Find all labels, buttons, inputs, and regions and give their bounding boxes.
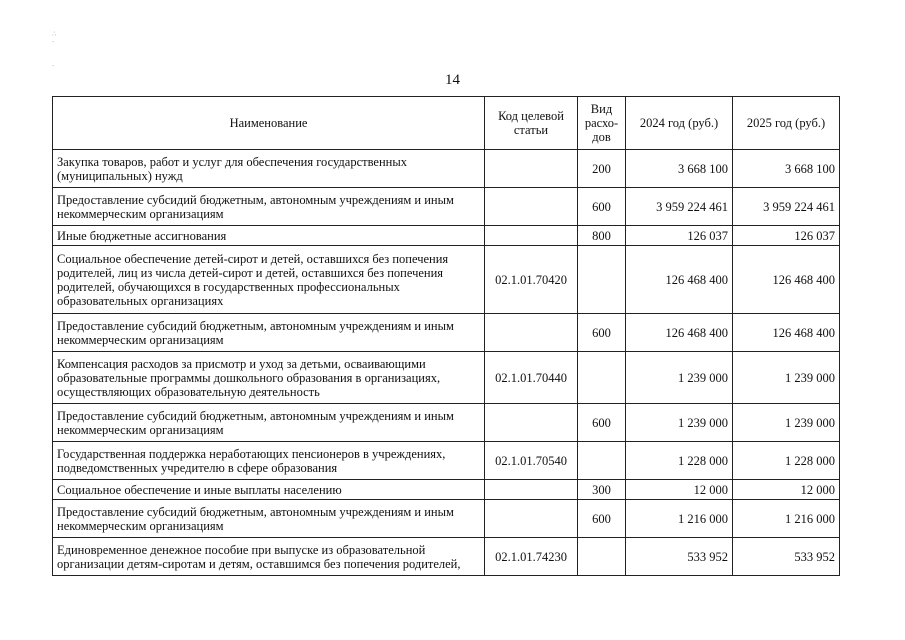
row-amount-2025-cell: 12 000 xyxy=(733,480,840,500)
table-body xyxy=(53,150,840,576)
row-expense-type-cell xyxy=(578,538,626,576)
row-expense-type-cell xyxy=(578,442,626,480)
budget-table xyxy=(52,96,840,576)
table-row xyxy=(53,226,840,246)
row-amount-2025-cell: 1 216 000 xyxy=(733,500,840,538)
row-name-cell: Государственная поддержка неработающих пенсионеров в учреждениях, подведомственных учредителю в сфере образования xyxy=(53,442,485,480)
row-expense-type-cell: 600 xyxy=(578,404,626,442)
row-amount-2025-cell: 126 468 400 xyxy=(733,246,840,314)
row-amount-2025-cell: 1 239 000 xyxy=(733,352,840,404)
row-amount-2024-cell: 3 959 224 461 xyxy=(626,188,733,226)
row-amount-2024-cell: 533 952 xyxy=(626,538,733,576)
row-expense-type-cell: 600 xyxy=(578,314,626,352)
row-name-cell: Предоставление субсидий бюджетным, автономным учреждениям и иным некоммерческим организациям xyxy=(53,404,485,442)
row-expense-type-cell: 800 xyxy=(578,226,626,246)
table-header-row xyxy=(53,97,840,150)
table-row xyxy=(53,538,840,576)
row-code-cell xyxy=(485,480,578,500)
header-code: Код целевой статьи xyxy=(485,97,578,150)
row-amount-2024-cell: 1 216 000 xyxy=(626,500,733,538)
row-expense-type-cell xyxy=(578,352,626,404)
table-row xyxy=(53,500,840,538)
row-expense-type-cell: 600 xyxy=(578,500,626,538)
header-2025: 2025 год (руб.) xyxy=(733,97,840,150)
header-type: Вид расхо-дов xyxy=(578,97,626,150)
row-amount-2024-cell: 12 000 xyxy=(626,480,733,500)
row-name-cell: Социальное обеспечение и иные выплаты населению xyxy=(53,480,485,500)
scan-artifact: ∴ · · xyxy=(52,30,57,70)
row-code-cell xyxy=(485,500,578,538)
row-expense-type-cell: 300 xyxy=(578,480,626,500)
row-amount-2024-cell: 3 668 100 xyxy=(626,150,733,188)
row-amount-2025-cell: 126 468 400 xyxy=(733,314,840,352)
row-code-cell xyxy=(485,404,578,442)
row-amount-2024-cell: 126 468 400 xyxy=(626,314,733,352)
row-amount-2025-cell: 126 037 xyxy=(733,226,840,246)
table-row xyxy=(53,150,840,188)
table-row xyxy=(53,442,840,480)
row-amount-2025-cell: 3 959 224 461 xyxy=(733,188,840,226)
row-amount-2025-cell: 533 952 xyxy=(733,538,840,576)
table-row xyxy=(53,480,840,500)
table-row xyxy=(53,188,840,226)
row-name-cell: Иные бюджетные ассигнования xyxy=(53,226,485,246)
row-code-cell: 02.1.01.74230 xyxy=(485,538,578,576)
page-number: 14 xyxy=(445,72,460,88)
row-code-cell xyxy=(485,188,578,226)
row-name-cell: Единовременное денежное пособие при выпуске из образовательной организации детям-сиротам и детям, оставшимся без попечения родителей, xyxy=(53,538,485,576)
row-amount-2024-cell: 1 228 000 xyxy=(626,442,733,480)
row-name-cell: Компенсация расходов за присмотр и уход за детьми, осваивающими образовательные программы дошкольного образования в организациях, осуществляющих образовательную деятельность xyxy=(53,352,485,404)
row-code-cell: 02.1.01.70540 xyxy=(485,442,578,480)
row-name-cell: Предоставление субсидий бюджетным, автономным учреждениям и иным некоммерческим организациям xyxy=(53,188,485,226)
header-name: Наименование xyxy=(53,97,485,150)
row-code-cell xyxy=(485,226,578,246)
row-expense-type-cell xyxy=(578,246,626,314)
row-name-cell: Закупка товаров, работ и услуг для обеспечения государственных (муниципальных) нужд xyxy=(53,150,485,188)
header-2024: 2024 год (руб.) xyxy=(626,97,733,150)
row-amount-2024-cell: 126 037 xyxy=(626,226,733,246)
row-code-cell xyxy=(485,150,578,188)
row-amount-2025-cell: 3 668 100 xyxy=(733,150,840,188)
row-amount-2024-cell: 1 239 000 xyxy=(626,404,733,442)
row-expense-type-cell: 200 xyxy=(578,150,626,188)
row-amount-2025-cell: 1 239 000 xyxy=(733,404,840,442)
row-amount-2024-cell: 1 239 000 xyxy=(626,352,733,404)
row-name-cell: Предоставление субсидий бюджетным, автономным учреждениям и иным некоммерческим организациям xyxy=(53,500,485,538)
row-name-cell: Социальное обеспечение детей-сирот и детей, оставшихся без попечения родителей, лиц из числа детей-сирот и детей, оставшихся без попечения родителей, обучающихся в государственных профессиональных образовательных организациях xyxy=(53,246,485,314)
table-row xyxy=(53,246,840,314)
table-row xyxy=(53,404,840,442)
row-code-cell: 02.1.01.70420 xyxy=(485,246,578,314)
table-row xyxy=(53,352,840,404)
row-code-cell xyxy=(485,314,578,352)
row-amount-2024-cell: 126 468 400 xyxy=(626,246,733,314)
row-expense-type-cell: 600 xyxy=(578,188,626,226)
row-code-cell: 02.1.01.70440 xyxy=(485,352,578,404)
row-amount-2025-cell: 1 228 000 xyxy=(733,442,840,480)
row-name-cell: Предоставление субсидий бюджетным, автономным учреждениям и иным некоммерческим организациям xyxy=(53,314,485,352)
table-row xyxy=(53,314,840,352)
